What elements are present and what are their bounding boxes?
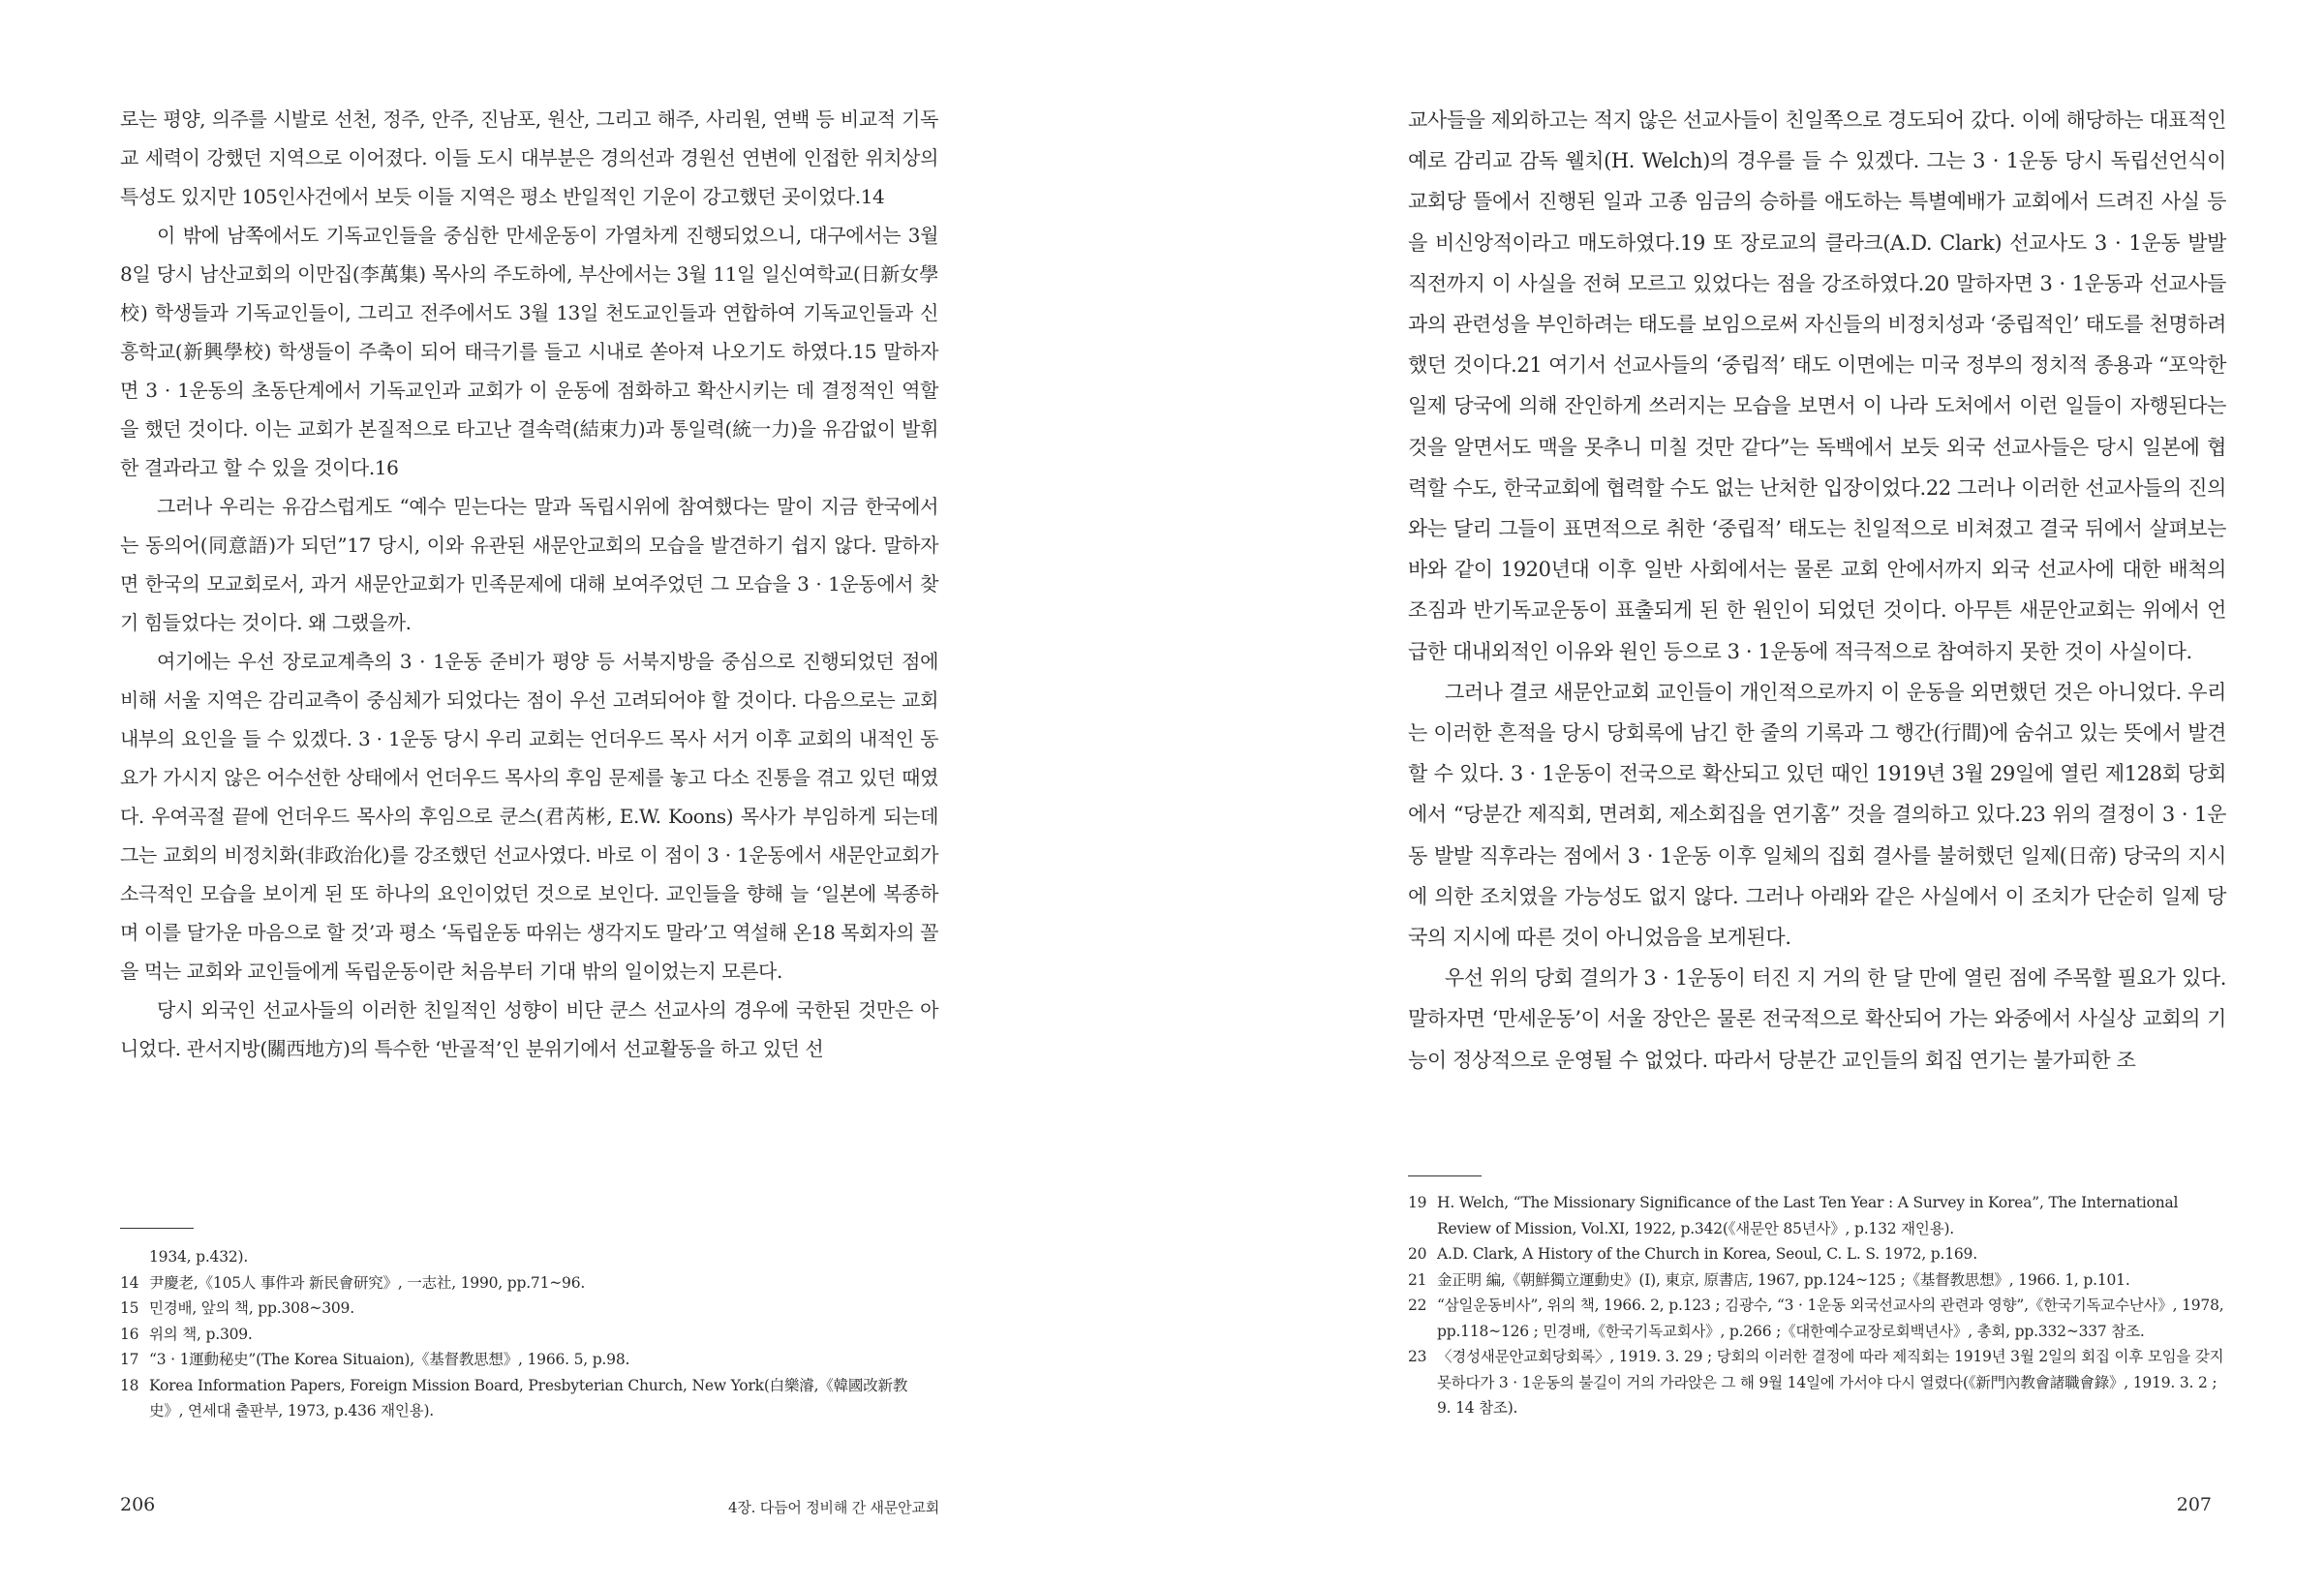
footnote-text: Korea Information Papers, Foreign Mission Board, Presbyterian Church, New York(白樂濬,《韓國改新教史》, 연세대 출판부, 1973, p.436 재인용). (149, 1376, 908, 1419)
paragraph: 그러나 결코 새문안교회 교인들이 개인적으로까지 이 운동을 외면했던 것은 아니었다. 우리는 이러한 흔적을 당시 당회록에 남긴 한 줄의 기록과 그 행간(行間)에 숨쉬고 있는 뜻에서 발견할 수 있다. 3 · 1운동이 전국으로 확산되고 있던 때인 1919년 3월 29일에 열린 제128회 당회에서 “당분간 제직회, 면려회, 제소회집을 연기홈” 것을 결의하고 있다.23 위의 결정이 3 · 1운동 발발 직후라는 점에서 3 · 1운동 이후 일체의 집회 결사를 불허했던 일제(日帝) 당국의 지시에 의한 조치였을 가능성도 없지 않다. 그러나 아래와 같은 사실에서 이 조치가 단순히 일제 당국의 지시에 따른 것이 아니었음을 보게된다. (1408, 680, 2226, 950)
footnote-number (120, 1244, 149, 1270)
footnote-text: 민경배, 앞의 책, pp.308~309. (149, 1299, 354, 1317)
right-body-text (1408, 100, 2226, 1081)
paragraph: 교사들을 제외하고는 적지 않은 선교사들이 친일쪽으로 경도되어 갔다. 이에 해당하는 대표적인 예로 감리교 감독 웰치(H. Welch)의 경우를 들 수 있겠다. 그는 3 · 1운동 당시 독립선언식이 교회당 뜰에서 진행된 일과 고종 임금의 승하를 애도하는 특별예배가 교회에서 드려진 사실 등을 비신앙적이라고 매도하였다.19 또 장로교의 클라크(A.D. Clark) 선교사도 3 · 1운동 발발 직전까지 이 사실을 전혀 모르고 있었다는 점을 강조하였다.20 말하자면 3 · 1운동과 선교사들과의 관련성을 부인하려는 태도를 보임으로써 자신들의 비정치성과 ‘중립적인’ 태도를 천명하려 했던 것이다.21 여기서 선교사들의 ‘중립적’ 태도 이면에는 미국 정부의 정치적 종용과 “포악한 일제 당국에 의해 잔인하게 쓰러지는 모습을 보면서 이 나라 도처에서 이런 일들이 자행된다는 것을 알면서도 맥을 못추니 미칠 것만 같다”는 독백에서 보듯 외국 선교사들은 당시 일본에 협력할 수도, 한국교회에 협력할 수도 없는 난처한 입장이었다.22 그러나 이러한 선교사들의 진의와는 달리 그들이 표면적으로 취한 ‘중립적’ 태도는 친일적으로 비쳐졌고 결국 뒤에서 살펴보는 바와 같이 1920년대 이후 일반 사회에서는 물론 교회 안에서까지 외국 선교사에 대한 배척의 조짐과 반기독교운동이 표출되게 된 한 원인이 되었던 것이다. 아무튼 새문안교회는 위에서 언급한 대내외적인 이유와 원인 등으로 3 · 1운동에 적극적으로 참여하지 못한 것이 사실이다. (1408, 108, 2227, 663)
paragraph: 이 밖에 남쪽에서도 기독교인들을 중심한 만세운동이 가열차게 진행되었으니, 대구에서는 3월 8일 당시 남산교회의 이만집(李萬集) 목사의 주도하에, 부산에서는 3월 11일 일신여학교(日新女學校) 학생들과 기독교인들이, 그리고 전주에서도 3월 13일 천도교인들과 연합하여 기독교인들과 신흥학교(新興學校) 학생들이 주축이 되어 태극기를 들고 시내로 쏟아져 나오기도 하였다.15 말하자면 3 · 1운동의 초동단계에서 기독교인과 교회가 이 운동에 점화하고 확산시키는 데 결정적인 역할을 했던 것이다. 이는 교회가 본질적으로 타고난 결속력(結束力)과 통일력(統一力)을 유감없이 발휘한 결과라고 할 수 있을 것이다.16 (120, 224, 938, 479)
footnote (1408, 1344, 2226, 1421)
left-body-text (120, 100, 938, 1068)
paragraph: 로는 평양, 의주를 시발로 선천, 정주, 안주, 진남포, 원산, 그리고 해주, 사리원, 연백 등 비교적 기독교 세력이 강했던 지역으로 이어졌다. 이들 도시 대부분은 경의선과 경원선 연변에 인접한 위치상의 특성도 있지만 105인사건에서 보듯 이들 지역은 평소 반일적인 기운이 강고했던 곳이었다.14 (120, 107, 938, 208)
footnote (1408, 1241, 2226, 1267)
paragraph: 당시 외국인 선교사들의 이러한 친일적인 성향이 비단 쿤스 선교사의 경우에 국한된 것만은 아니었다. 관서지방(關西地方)의 특수한 ‘반골적’인 분위기에서 선교활동을 하고 있던 선 (120, 998, 938, 1060)
footnote-text: A.D. Clark, A History of the Church in Korea, Seoul, C. L. S. 1972, p.169. (1437, 1245, 1977, 1263)
footnote-number: 17 (120, 1351, 139, 1368)
footnote (120, 1244, 938, 1270)
footnotes (1408, 1190, 2226, 1421)
footnote-text: H. Welch, “The Missionary Significance of the Last Ten Year : A Survey in Korea”, The International Review of Mission, Vol.XI, 1922, p.342(《새문안 85년사》, p.132 재인용). (1437, 1194, 2179, 1237)
footnote-number: 18 (120, 1376, 139, 1394)
footnote-number: 21 (1408, 1270, 1427, 1289)
footnote-text: “삼일운동비사”, 위의 책, 1966. 2, p.123 ; 김광수, “3 · 1운동 외국선교사의 관련과 영향”,《한국기독교수난사》, 1978, pp.118~126 ; 민경배,《한국기독교회사》, p.266 ;《대한예수교장로회백년사》, 총회, pp.332~337 참조. (1437, 1297, 2224, 1340)
footnote-number: 14 (120, 1273, 139, 1292)
footnote-divider (120, 1228, 194, 1229)
footnote-text: 尹慶老,《105人 事件과 新民會研究》, 一志社, 1990, pp.71~96. (149, 1273, 586, 1292)
footnote (120, 1322, 938, 1348)
footnote-number: 23 (1408, 1348, 1427, 1365)
paragraph: 우선 위의 당회 결의가 3 · 1운동이 터진 지 거의 한 달 만에 열린 점에 주목할 필요가 있다. 말하자면 ‘만세운동’이 서울 장안은 물론 전국적으로 확산되어 가는 와중에서 사실상 교회의 기능이 정상적으로 운영될 수 없었다. 따라서 당분간 교인들의 회집 연기는 불가피한 조 (1408, 966, 2226, 1072)
footnote-text: 위의 책, p.309. (149, 1325, 253, 1343)
page-number: 206 (120, 1494, 156, 1515)
paragraph: 그러나 우리는 유감스럽게도 “예수 믿는다는 말과 독립시위에 참여했다는 말이 지금 한국에서는 동의어(同意語)가 되던”17 당시, 이와 유관된 새문안교회의 모습을 발견하기 쉽지 않다. 말하자면 한국의 모교회로서, 과거 새문안교회가 민족문제에 대해 보여주었던 그 모습을 3 · 1운동에서 찾기 힘들었다는 것이다. 왜 그랬을까. (120, 495, 938, 634)
footnote-number: 15 (120, 1299, 139, 1317)
footnote-text: 金正明 編,《朝鮮獨立運動史》(I), 東京, 原書店, 1967, pp.124~125 ;《基督教思想》, 1966. 1, p.101. (1437, 1270, 2130, 1289)
paragraph: 여기에는 우선 장로교계측의 3 · 1운동 준비가 평양 등 서북지방을 중심으로 진행되었던 점에 비해 서울 지역은 감리교측이 중심체가 되었다는 점이 우선 고려되어야 할 것이다. 다음으로는 교회 내부의 요인을 들 수 있겠다. 3 · 1운동 당시 우리 교회는 언더우드 목사 서거 이후 교회의 내적인 동요가 가시지 않은 어수선한 상태에서 언더우드 목사의 후임 문제를 놓고 다소 진통을 겪고 있던 때였다. 우여곡절 끝에 언더우드 목사의 후임으로 쿤스(君芮彬, E.W. Koons) 목사가 부임하게 되는데 그는 교회의 비정치화(非政治化)를 강조했던 선교사였다. 바로 이 점이 3 · 1운동에서 새문안교회가 소극적인 모습을 보이게 된 또 하나의 요인이었던 것으로 보인다. 교인들을 향해 늘 ‘일본에 복종하며 이를 달가운 마음으로 할 것’과 평소 ‘독립운동 따위는 생각지도 말라’고 역설해 온18 목회자의 꼴을 먹는 교회와 교인들에게 독립운동이란 처음부터 기대 밖의 일이었는지 모른다. (120, 650, 938, 983)
footnote-number: 16 (120, 1325, 139, 1343)
right-page (1162, 0, 2324, 1587)
footnote (120, 1373, 938, 1424)
footnote-number: 19 (1408, 1194, 1427, 1211)
footnote-number: 22 (1408, 1297, 1427, 1314)
footnote-number: 20 (1408, 1245, 1427, 1263)
page-number: 207 (2176, 1494, 2212, 1515)
footnote (1408, 1190, 2226, 1241)
footnote (1408, 1293, 2226, 1344)
footnote-text: 1934, p.432). (149, 1248, 249, 1266)
footnotes (120, 1244, 938, 1424)
footnote (120, 1270, 938, 1297)
running-head: 4장. 다듬어 정비해 간 새문안교회 (728, 1499, 939, 1516)
footnote-text: “3 · 1運動秘史”(The Korea Situaion),《基督教思想》, 1966. 5, p.98. (149, 1351, 630, 1368)
footnote-divider (1408, 1175, 1482, 1176)
footnote (120, 1296, 938, 1322)
footnote (1408, 1267, 2226, 1294)
footnote-text: 〈경성새문안교회당회록〉, 1919. 3. 29 ; 당회의 이러한 결정에 따라 제직회는 1919년 3월 2일의 회집 이후 모임을 갖지 못하다가 3 · 1운동의 불길이 거의 가라앉은 그 해 9월 14일에 가서야 다시 열렸다(《新門內教會諸職會錄》, 1919. 3. 2 ; 9. 14 참조). (1437, 1348, 2224, 1417)
footnote (120, 1347, 938, 1373)
